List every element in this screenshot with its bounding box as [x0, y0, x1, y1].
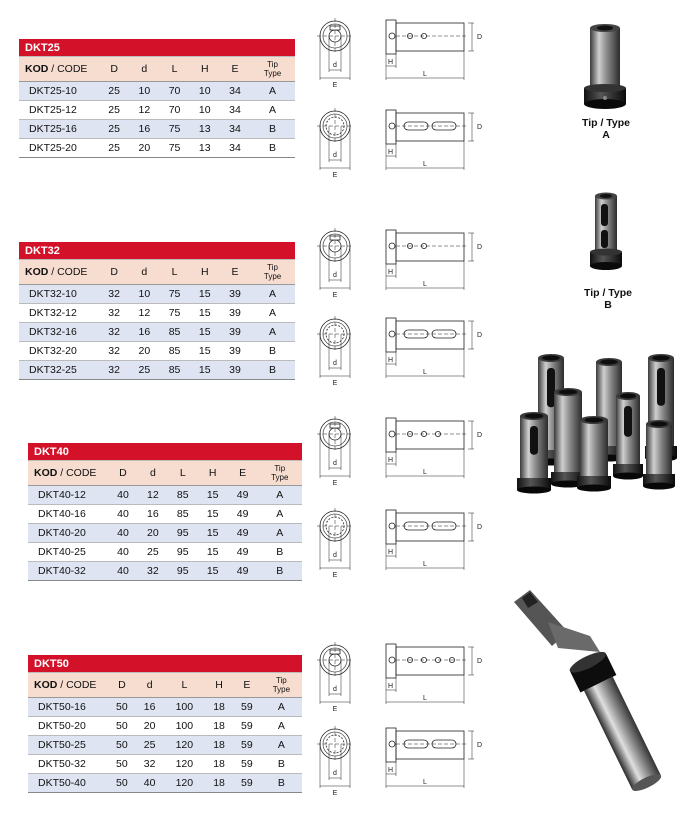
cell-value: A: [261, 717, 302, 736]
dim-H-label: H: [388, 767, 394, 774]
cell-value: 34: [220, 82, 250, 101]
cell-value: 34: [220, 101, 250, 120]
table-row: [19, 323, 295, 342]
cell-value: 18: [205, 698, 233, 717]
cell-value: 120: [164, 774, 206, 793]
cell-value: 40: [108, 505, 138, 524]
cell-value: 39: [220, 323, 250, 342]
cell-value: 15: [190, 285, 220, 304]
bushing: [646, 424, 672, 476]
cell-value: 34: [220, 139, 250, 158]
dim-H-label: H: [388, 457, 394, 464]
cell-value: 49: [228, 524, 258, 543]
drawing-dkt25-type-a: [312, 14, 492, 90]
table-row: [28, 486, 302, 505]
cell-value: 32: [99, 323, 129, 342]
table-row: [28, 562, 302, 581]
cell-value: A: [261, 698, 302, 717]
cell-value: 16: [129, 120, 159, 139]
table-body: [28, 486, 302, 581]
cell-value: 75: [159, 285, 189, 304]
bushing-group-photo: [510, 348, 680, 501]
cell-value: 75: [159, 304, 189, 323]
cell-value: B: [250, 139, 295, 158]
cell-value: 59: [233, 717, 261, 736]
table-row: [19, 361, 295, 380]
cell-code: DKT50-25: [28, 736, 108, 755]
cell-value: 10: [190, 82, 220, 101]
cell-value: 15: [198, 524, 228, 543]
dim-d-label: d: [333, 360, 337, 367]
type-a-label: Tip / Type A: [581, 117, 631, 141]
cell-code: DKT40-32: [28, 562, 108, 581]
cell-value: 20: [138, 524, 168, 543]
type-b-bushing-photo: [587, 190, 627, 281]
table-body: [28, 698, 302, 793]
cell-value: 50: [108, 736, 136, 755]
cell-value: 15: [190, 342, 220, 361]
table-dkt25: [19, 39, 295, 158]
drawing-dkt32-type-a: [312, 224, 492, 300]
cell-value: 95: [168, 562, 198, 581]
type-a-bushing-photo: [578, 22, 634, 119]
cell-value: 25: [99, 139, 129, 158]
cell-value: 18: [205, 755, 233, 774]
bushing: [554, 392, 582, 474]
dim-e-label: E: [332, 172, 338, 179]
dim-D-label: D: [477, 244, 483, 251]
cell-code: DKT32-10: [19, 285, 99, 304]
cell-value: 120: [164, 736, 206, 755]
dim-L-label: L: [423, 779, 427, 786]
cell-value: 16: [129, 323, 159, 342]
cell-value: 59: [233, 774, 261, 793]
cell-value: 95: [168, 543, 198, 562]
cell-code: DKT40-16: [28, 505, 108, 524]
cell-value: B: [261, 755, 302, 774]
dim-D-label: D: [477, 524, 483, 531]
cell-value: 75: [159, 120, 189, 139]
cell-code: DKT25-16: [19, 120, 99, 139]
cell-value: 49: [228, 562, 258, 581]
cell-value: 25: [99, 120, 129, 139]
dim-d-label: d: [333, 272, 337, 279]
cell-value: 18: [205, 736, 233, 755]
cell-value: B: [258, 543, 302, 562]
cell-value: 12: [138, 486, 168, 505]
cell-value: 100: [164, 698, 206, 717]
table-title: DKT40: [28, 443, 302, 461]
cell-code: DKT32-12: [19, 304, 99, 323]
dim-d-label: d: [333, 152, 337, 159]
cell-value: A: [250, 304, 295, 323]
drawing-dkt40-type-a: [312, 412, 492, 488]
cell-code: DKT50-40: [28, 774, 108, 793]
dim-e-label: E: [332, 790, 338, 797]
cell-value: B: [250, 342, 295, 361]
cell-value: 15: [198, 562, 228, 581]
dim-L-label: L: [423, 369, 427, 376]
cell-code: DKT40-25: [28, 543, 108, 562]
cell-value: 34: [220, 120, 250, 139]
cell-value: 18: [205, 774, 233, 793]
cell-value: A: [261, 736, 302, 755]
cell-code: DKT25-20: [19, 139, 99, 158]
cell-code: DKT25-10: [19, 82, 99, 101]
cell-value: 50: [108, 774, 136, 793]
cell-value: 39: [220, 285, 250, 304]
table-dkt40: [28, 443, 302, 581]
type-b-label: Tip / Type B: [583, 287, 633, 311]
cell-value: 25: [138, 543, 168, 562]
dim-L-label: L: [423, 161, 427, 168]
drawing-dkt32-type-b: [312, 312, 492, 388]
dim-e-label: E: [332, 572, 338, 579]
cell-value: 15: [190, 361, 220, 380]
table-body: [19, 285, 295, 380]
dim-d-label: d: [333, 460, 337, 467]
cell-value: 70: [159, 82, 189, 101]
dim-L-label: L: [423, 695, 427, 702]
cell-value: 40: [108, 543, 138, 562]
cell-value: B: [250, 120, 295, 139]
dim-e-label: E: [332, 82, 338, 89]
cell-code: DKT40-20: [28, 524, 108, 543]
drawing-dkt50-type-a: [312, 638, 492, 714]
dim-L-label: L: [423, 561, 427, 568]
dim-D-label: D: [477, 432, 483, 439]
cell-value: 39: [220, 342, 250, 361]
cell-value: 12: [129, 304, 159, 323]
table-row: [28, 774, 302, 793]
cell-value: 40: [108, 524, 138, 543]
cell-value: 25: [99, 101, 129, 120]
cell-code: DKT32-16: [19, 323, 99, 342]
cell-value: 15: [190, 323, 220, 342]
table-row: [28, 505, 302, 524]
cell-value: 59: [233, 698, 261, 717]
cell-value: 100: [164, 717, 206, 736]
cell-value: 85: [168, 486, 198, 505]
drawing-dkt25-type-b: [312, 104, 492, 180]
drawing-dkt50-type-b: [312, 722, 492, 798]
cell-value: 32: [99, 285, 129, 304]
table-title: DKT25: [19, 39, 295, 57]
dim-e-label: E: [332, 292, 338, 299]
cell-value: 16: [138, 505, 168, 524]
table-row: [19, 342, 295, 361]
dim-L-label: L: [423, 71, 427, 78]
cell-value: B: [261, 774, 302, 793]
dim-d-label: d: [333, 770, 337, 777]
cell-value: A: [250, 323, 295, 342]
cell-value: 50: [108, 755, 136, 774]
table-title: DKT50: [28, 655, 302, 673]
cell-value: 85: [159, 342, 189, 361]
table-header: KOD / CODE D d L H E Tip Type: [19, 57, 295, 82]
cell-value: 10: [129, 285, 159, 304]
table-body: [19, 82, 295, 158]
table-row: [19, 139, 295, 158]
cell-value: 20: [136, 717, 164, 736]
cell-value: 39: [220, 361, 250, 380]
table-row: [19, 101, 295, 120]
cell-value: 12: [129, 101, 159, 120]
cell-code: DKT25-12: [19, 101, 99, 120]
cell-code: DKT32-25: [19, 361, 99, 380]
cell-code: DKT40-12: [28, 486, 108, 505]
cell-value: A: [258, 524, 302, 543]
drawing-dkt40-type-b: [312, 504, 492, 580]
dim-L-label: L: [423, 281, 427, 288]
cell-value: A: [250, 101, 295, 120]
cell-value: 10: [129, 82, 159, 101]
cell-value: 15: [198, 486, 228, 505]
cell-value: A: [258, 486, 302, 505]
cell-value: 25: [129, 361, 159, 380]
cell-code: DKT50-16: [28, 698, 108, 717]
dim-H-label: H: [388, 683, 394, 690]
cell-value: 16: [136, 698, 164, 717]
cell-value: B: [250, 361, 295, 380]
cell-value: 32: [99, 361, 129, 380]
table-header: KOD / CODE D d L H E Tip Type: [28, 461, 302, 486]
cell-value: 85: [159, 323, 189, 342]
table-dkt50: [28, 655, 302, 793]
cell-value: A: [250, 82, 295, 101]
dim-e-label: E: [332, 706, 338, 713]
cell-value: 32: [99, 304, 129, 323]
table-row: [19, 120, 295, 139]
cell-value: 13: [190, 120, 220, 139]
dim-d-label: d: [333, 552, 337, 559]
cell-value: 32: [136, 755, 164, 774]
cell-value: 13: [190, 139, 220, 158]
cell-value: A: [258, 505, 302, 524]
dim-e-label: E: [332, 380, 338, 387]
cell-value: 75: [159, 139, 189, 158]
cell-code: DKT50-32: [28, 755, 108, 774]
cell-value: 49: [228, 486, 258, 505]
cell-value: 18: [205, 717, 233, 736]
table-header: KOD / CODE D d L H E Tip Type: [19, 260, 295, 285]
cell-value: 39: [220, 304, 250, 323]
cell-value: 40: [136, 774, 164, 793]
cell-code: DKT32-20: [19, 342, 99, 361]
cell-value: 15: [198, 505, 228, 524]
dim-D-label: D: [477, 658, 483, 665]
cell-value: 32: [138, 562, 168, 581]
cell-value: 59: [233, 755, 261, 774]
cell-value: A: [250, 285, 295, 304]
dim-D-label: D: [477, 124, 483, 131]
cell-value: 15: [198, 543, 228, 562]
dim-H-label: H: [388, 549, 394, 556]
cell-value: B: [258, 562, 302, 581]
dim-H-label: H: [388, 59, 394, 66]
cell-value: 70: [159, 101, 189, 120]
bushing: [580, 420, 608, 478]
table-dkt32: [19, 242, 295, 380]
table-row: [19, 82, 295, 101]
table-title: DKT32: [19, 242, 295, 260]
cell-value: 50: [108, 717, 136, 736]
dim-L-label: L: [423, 469, 427, 476]
dim-H-label: H: [388, 269, 394, 276]
table-row: [28, 717, 302, 736]
table-row: [19, 304, 295, 323]
dim-d-label: d: [333, 686, 337, 693]
cell-value: 95: [168, 524, 198, 543]
cell-value: 85: [159, 361, 189, 380]
cell-value: 10: [190, 101, 220, 120]
dim-H-label: H: [388, 149, 394, 156]
cell-value: 25: [99, 82, 129, 101]
cell-value: 20: [129, 342, 159, 361]
table-row: [28, 698, 302, 717]
cell-value: 120: [164, 755, 206, 774]
table-row: [28, 736, 302, 755]
table-header: KOD / CODE D d L H E Tip Type: [28, 673, 302, 698]
cell-value: 49: [228, 505, 258, 524]
dim-D-label: D: [477, 742, 483, 749]
dim-d-label: d: [333, 62, 337, 69]
table-row: [19, 285, 295, 304]
table-row: [28, 524, 302, 543]
dim-D-label: D: [477, 34, 483, 41]
cell-code: DKT50-20: [28, 717, 108, 736]
cell-value: 85: [168, 505, 198, 524]
table-row: [28, 755, 302, 774]
cell-value: 59: [233, 736, 261, 755]
tool-holder-photo: [508, 588, 673, 808]
cell-value: 40: [108, 562, 138, 581]
dim-D-label: D: [477, 332, 483, 339]
table-row: [28, 543, 302, 562]
cell-value: 50: [108, 698, 136, 717]
cell-value: 25: [136, 736, 164, 755]
dim-e-label: E: [332, 480, 338, 487]
cell-value: 32: [99, 342, 129, 361]
cell-value: 20: [129, 139, 159, 158]
dim-H-label: H: [388, 357, 394, 364]
cell-value: 15: [190, 304, 220, 323]
cell-value: 40: [108, 486, 138, 505]
cell-value: 49: [228, 543, 258, 562]
